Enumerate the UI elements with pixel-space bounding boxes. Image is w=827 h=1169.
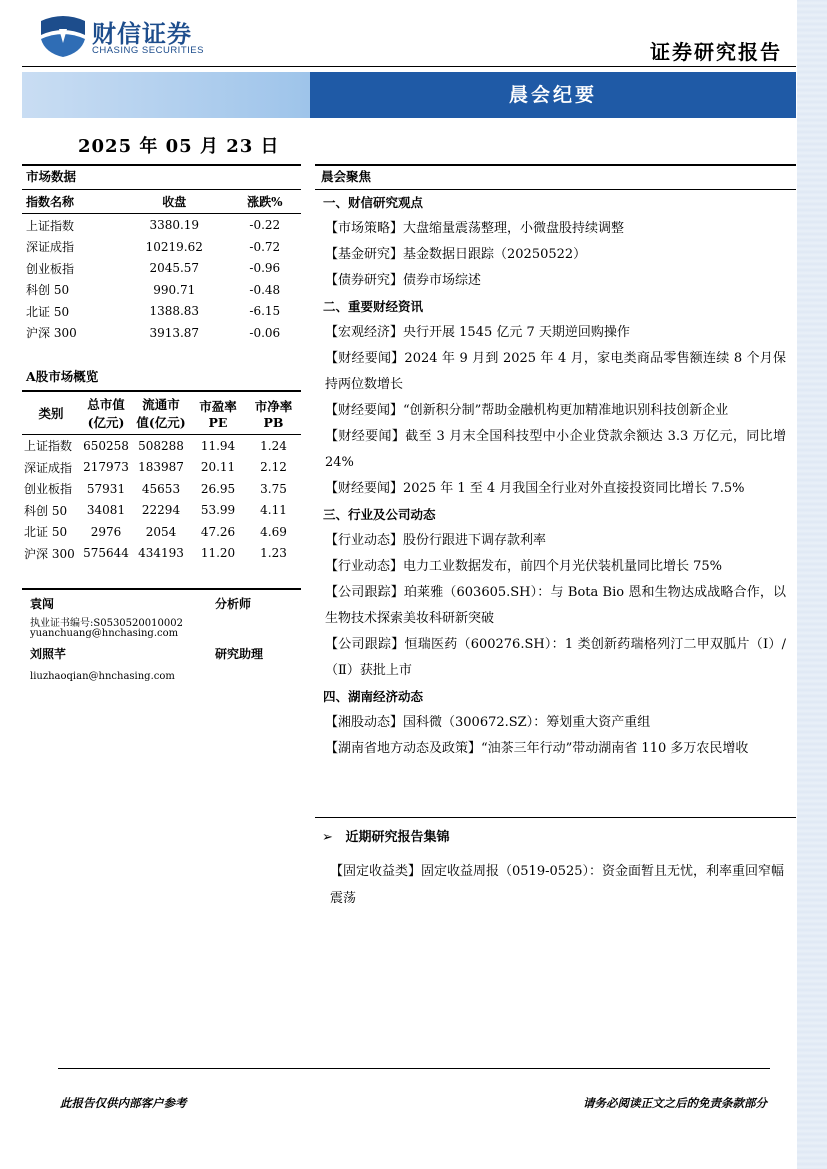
list-item: 【公司跟踪】珀莱雅（603605.SH）：与 Bota Bio 恩和生物达成战略合作，以生物技术探索美妆科研新突破 (325, 585, 786, 626)
pe: 11.20 (200, 546, 236, 561)
change-value: -0.48 (249, 282, 281, 297)
section-heading-4: 四、湖南经济动态 (323, 689, 424, 704)
change-value: -0.72 (249, 239, 281, 254)
table-row (22, 301, 301, 323)
close-value: 3380.19 (149, 218, 200, 233)
market-data-title: 市场数据 (26, 169, 77, 184)
analyst-name-2: 刘照芊 (30, 647, 67, 661)
logo-chinese-name: 财信证券 (92, 20, 192, 48)
table-row (22, 435, 301, 457)
float-mv: 434193 (138, 546, 184, 561)
list-item: 【财经要闻】2024 年 9 月到 2025 年 4 月，家电类商品零售额连续 8 个月保持两位数增长 (325, 351, 786, 392)
total-mv: 575644 (83, 546, 129, 561)
table-row (22, 236, 301, 258)
close-value: 10219.62 (145, 239, 203, 254)
float-mv: 183987 (138, 460, 184, 475)
close-value: 3913.87 (149, 325, 200, 340)
pb: 4.69 (260, 524, 287, 539)
a-share-title: A股市场概览 (26, 369, 99, 384)
index-name: 上证指数 (26, 218, 75, 233)
analyst-cert-1: 执业证书编号:S0530520010002 (30, 618, 183, 629)
float-mv: 508288 (138, 438, 184, 453)
list-item: 【行业动态】股份行跟进下调存款利率 (325, 533, 547, 548)
category: 创业板指 (24, 482, 73, 497)
list-item: 【基金研究】基金数据日跟踪（20250522） (325, 247, 587, 262)
table-row (22, 478, 301, 500)
pb: 1.23 (260, 546, 287, 561)
table-row (22, 543, 301, 565)
index-name: 沪深 300 (26, 326, 77, 341)
analyst-email-2[interactable]: liuzhaoqian@hnchasing.com (30, 671, 175, 682)
table-row (22, 322, 301, 344)
total-mv: 217973 (83, 460, 129, 475)
footer-left-text: 此报告仅供内部客户参考 (60, 1096, 187, 1110)
recent-top-rule (315, 817, 796, 818)
pe: 26.95 (200, 481, 236, 496)
change-value: -6.15 (249, 304, 281, 319)
banner-title: 晨会纪要 (508, 84, 597, 106)
close-value: 2045.57 (149, 261, 200, 276)
list-item: 【财经要闻】截至 3 月末全国科技型中小企业贷款余额达 3.3 万亿元，同比增 24% (325, 429, 786, 470)
change-value: -0.22 (249, 218, 281, 233)
market-data-rule (22, 189, 301, 190)
a-share-table (22, 393, 301, 564)
close-value: 990.71 (153, 282, 196, 297)
header-close: 收盘 (162, 195, 187, 210)
category: 上证指数 (24, 439, 73, 454)
list-item: 【财经要闻】2025 年 1 至 4 月我国全行业对外直接投资同比增长 7.5% (325, 481, 745, 496)
analyst-role-2: 研究助理 (215, 647, 264, 661)
table-row (22, 457, 301, 479)
pb: 3.75 (260, 481, 287, 496)
analyst-top-rule (22, 588, 301, 590)
table-header-row (22, 393, 301, 433)
change-value: -0.06 (249, 325, 281, 340)
list-item: 【公司跟踪】恒瑞医药（600276.SH）：1 类创新药瑞格列汀二甲双胍片（Ⅰ）/（Ⅱ）获批上市 (325, 637, 786, 678)
list-item: 【市场策略】大盘缩量震荡整理，小微盘股持续调整 (325, 221, 625, 236)
index-name: 深证成指 (26, 240, 75, 255)
table-row (22, 258, 301, 280)
company-logo-icon (37, 13, 89, 59)
pe: 47.26 (200, 524, 236, 539)
recent-reports-heading (322, 826, 449, 845)
footer-right-text: 请务必阅读正文之后的免责条款部分 (583, 1096, 767, 1110)
category: 沪深 300 (24, 546, 75, 561)
focus-content (315, 190, 796, 762)
list-item: 【宏观经济】央行开展 1545 亿元 7 天期逆回购操作 (325, 325, 630, 340)
report-type: 证券研究报告 (650, 40, 782, 64)
list-item: 【湘股动态】国科微（300672.SZ）：筹划重大资产重组 (325, 715, 651, 730)
recent-reports-title: 近期研究报告集锦 (345, 830, 450, 845)
pb: 1.24 (260, 438, 287, 453)
float-mv: 2054 (145, 524, 177, 539)
table-row (22, 215, 301, 237)
table-header-row (22, 191, 301, 213)
total-mv: 57931 (86, 481, 126, 496)
logo-english-name: CHASING SECURITIES (92, 45, 204, 56)
header-change: 涨跌% (247, 195, 283, 210)
header-total-mv: 总市值 (亿元) (87, 397, 125, 430)
banner-left (22, 72, 310, 118)
analyst-name-1: 袁闯 (30, 597, 55, 611)
recent-report-item[interactable]: 【固定收益类】固定收益周报（0519-0525）：资金面暂且无忧，利率重回窄幅震荡 (330, 864, 785, 906)
right-decorative-strip (797, 0, 827, 1169)
header-float-mv: 流通市 值(亿元) (136, 397, 186, 430)
report-date: 2025 年 05 月 23 日 (78, 136, 280, 157)
pe: 53.99 (200, 503, 236, 518)
section-heading-3: 三、行业及公司动态 (323, 507, 436, 522)
category: 深证成指 (24, 460, 73, 475)
header-divider (22, 66, 796, 67)
category: 科创 50 (24, 503, 68, 518)
section-heading-1: 一、财信研究观点 (323, 195, 424, 210)
index-name: 北证 50 (26, 304, 70, 319)
a-share-top-rule (22, 390, 301, 392)
pe: 11.94 (200, 438, 236, 453)
list-item: 【湖南省地方动态及政策】“油茶三年行动”带动湖南省 110 多万农民增收 (325, 741, 749, 756)
section-heading-2: 二、重要财经资讯 (323, 299, 424, 314)
total-mv: 34081 (86, 503, 126, 518)
total-mv: 2976 (90, 524, 122, 539)
float-mv: 45653 (141, 481, 181, 496)
index-name: 创业板指 (26, 261, 75, 276)
pe: 20.11 (200, 460, 236, 475)
float-mv: 22294 (141, 503, 181, 518)
header-pb: 市净率 PB (254, 398, 293, 430)
analyst-email-1[interactable]: yuanchuang@hnchasing.com (30, 628, 179, 639)
analyst-role-1: 分析师 (215, 597, 252, 611)
arrow-right-icon: ➢ (322, 830, 333, 845)
total-mv: 650258 (83, 438, 129, 453)
header-index-name: 指数名称 (26, 195, 75, 210)
list-item: 【行业动态】电力工业数据发布，前四个月光伏装机量同比增长 75% (325, 559, 723, 574)
category: 北证 50 (24, 525, 68, 540)
list-item: 【财经要闻】“创新积分制”帮助金融机构更加精准地识别科技创新企业 (325, 403, 729, 418)
pb: 4.11 (260, 503, 287, 518)
pb: 2.12 (260, 460, 287, 475)
list-item: 【债券研究】债券市场综述 (325, 273, 482, 288)
table-row (22, 500, 301, 522)
header-pe: 市盈率 PE (199, 398, 237, 430)
table-row (22, 521, 301, 543)
table-row (22, 279, 301, 301)
change-value: -0.96 (249, 261, 281, 276)
market-data-table (22, 191, 301, 344)
footer-rule (58, 1068, 770, 1069)
header-category: 类别 (38, 406, 64, 421)
focus-title: 晨会聚焦 (321, 169, 372, 184)
index-name: 科创 50 (26, 283, 70, 298)
close-value: 1388.83 (149, 304, 200, 319)
